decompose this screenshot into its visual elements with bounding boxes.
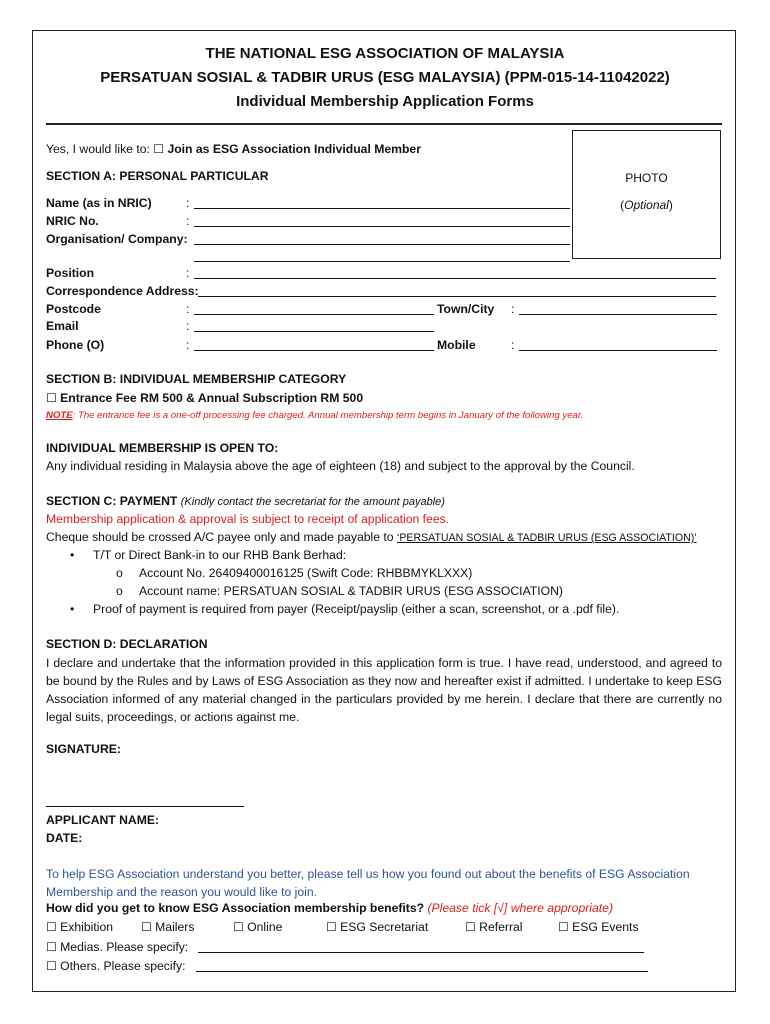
survey-intro: To help ESG Association understand you better, please tell us how you found out about the benefits of ESG Association Membership and the reason you would like to join. bbox=[46, 867, 690, 899]
source-option-exhibition[interactable] bbox=[46, 920, 113, 934]
mobile-field[interactable] bbox=[519, 350, 717, 351]
source-option-secretariat[interactable] bbox=[326, 920, 428, 934]
date-label: DATE: bbox=[46, 831, 83, 845]
proof-of-payment-item: Proof of payment is required from payer (Receipt/payslip (either a scan, screenshot, or a .pdf file). bbox=[93, 602, 620, 616]
town-city-field[interactable] bbox=[519, 314, 717, 315]
events-checkbox[interactable]: ☐ bbox=[558, 920, 569, 934]
survey-question-note: (Please tick [√] where appropriate) bbox=[427, 901, 614, 915]
mobile-colon: : bbox=[511, 338, 515, 352]
fee-receipt-notice: Membership application & approval is subject to receipt of application fees. bbox=[46, 512, 450, 526]
entrance-fee-checkbox[interactable]: ☐ bbox=[46, 391, 57, 405]
account-number: Account No. 26409400016125 (Swift Code: RHBBMYKLXXX) bbox=[139, 566, 473, 580]
town-city-label: Town/City bbox=[437, 302, 495, 316]
sub-bullet-glyph: o bbox=[116, 566, 123, 580]
name-label: Name (as in NRIC) bbox=[46, 196, 152, 210]
position-field[interactable] bbox=[194, 278, 716, 279]
email-label: Email bbox=[46, 319, 79, 333]
medias-checkbox[interactable]: ☐ bbox=[46, 940, 57, 954]
cheque-line bbox=[46, 530, 697, 544]
nric-label: NRIC No. bbox=[46, 214, 99, 228]
source-option-mailers[interactable] bbox=[141, 920, 194, 934]
town-city-colon: : bbox=[511, 302, 515, 316]
mailers-checkbox[interactable]: ☐ bbox=[141, 920, 152, 934]
form-title-org: THE NATIONAL ESG ASSOCIATION OF MALAYSIA bbox=[205, 45, 565, 62]
bullet-glyph: • bbox=[70, 602, 75, 616]
online-label: Online bbox=[247, 920, 283, 934]
header-divider bbox=[46, 123, 722, 125]
section-c-heading-line bbox=[46, 494, 445, 508]
survey-question-line bbox=[46, 901, 613, 915]
events-label: ESG Events bbox=[572, 920, 639, 934]
note-label: NOTE bbox=[46, 410, 73, 421]
others-label: Others. Please specify: bbox=[60, 959, 186, 973]
name-colon: : bbox=[186, 196, 190, 210]
section-b-heading: SECTION B: INDIVIDUAL MEMBERSHIP CATEGORY bbox=[46, 372, 347, 386]
organisation-field-line2[interactable] bbox=[194, 261, 570, 262]
others-field[interactable] bbox=[196, 971, 648, 972]
name-field[interactable] bbox=[194, 208, 570, 209]
email-field[interactable] bbox=[194, 331, 434, 332]
declaration-text: I declare and undertake that the information provided in this application form is true. I have read, understood, and agreed to be bound by the Rules and by Laws of ESG Association as they now and hereafter exist if admitted. I undertake to keep ESG Association informed of any material changed in the particulars provided by me herein. I declare that there are currently no legal suits, proceedings, or actions against me. bbox=[46, 656, 722, 724]
signature-label: SIGNATURE: bbox=[46, 742, 121, 756]
intro-prefix: Yes, I would like to: bbox=[46, 142, 150, 156]
join-member-label: Join as ESG Association Individual Member bbox=[167, 142, 421, 156]
account-name: Account name: PERSATUAN SOSIAL & TADBIR URUS (ESG ASSOCIATION) bbox=[139, 584, 563, 598]
photo-optional: (Optional) bbox=[620, 198, 673, 212]
referral-label: Referral bbox=[479, 920, 523, 934]
applicant-name-label: APPLICANT NAME: bbox=[46, 813, 160, 827]
section-a-heading: SECTION A: PERSONAL PARTICULAR bbox=[46, 169, 269, 183]
medias-option[interactable] bbox=[46, 940, 188, 954]
source-option-online[interactable] bbox=[233, 920, 282, 934]
bank-transfer-item: T/T or Direct Bank-in to our RHB Bank Berhad: bbox=[93, 548, 347, 562]
photo-box[interactable] bbox=[572, 130, 721, 259]
secretariat-checkbox[interactable]: ☐ bbox=[326, 920, 337, 934]
online-checkbox[interactable]: ☐ bbox=[233, 920, 244, 934]
note-text: : The entrance fee is a one-off processing fee charged. Annual membership term begins in January of the following year. bbox=[72, 410, 584, 421]
membership-option bbox=[46, 391, 363, 405]
correspondence-address-label: Correspondence Address: bbox=[46, 284, 199, 298]
section-c-note: (Kindly contact the secretariat for the amount payable) bbox=[180, 496, 445, 508]
source-option-referral[interactable] bbox=[465, 920, 523, 934]
email-colon: : bbox=[186, 319, 190, 333]
nric-field[interactable] bbox=[194, 226, 570, 227]
intro-line bbox=[46, 142, 421, 156]
others-checkbox[interactable]: ☐ bbox=[46, 959, 57, 973]
open-to-text: Any individual residing in Malaysia above the age of eighteen (18) and subject to the approval by the Council. bbox=[46, 459, 635, 473]
phone-office-label: Phone (O) bbox=[46, 338, 105, 352]
bullet-glyph: • bbox=[70, 548, 75, 562]
exhibition-checkbox[interactable]: ☐ bbox=[46, 920, 57, 934]
survey-question: How did you get to know ESG Association membership benefits? bbox=[46, 901, 425, 915]
postcode-label: Postcode bbox=[46, 302, 101, 316]
photo-label: PHOTO bbox=[625, 171, 668, 185]
nric-colon: : bbox=[186, 214, 190, 228]
open-to-heading: INDIVIDUAL MEMBERSHIP IS OPEN TO: bbox=[46, 441, 279, 455]
mailers-label: Mailers bbox=[155, 920, 195, 934]
position-label: Position bbox=[46, 266, 95, 280]
exhibition-label: Exhibition bbox=[60, 920, 114, 934]
fee-note bbox=[46, 410, 583, 421]
postcode-colon: : bbox=[186, 302, 190, 316]
phone-colon: : bbox=[186, 338, 190, 352]
phone-office-field[interactable] bbox=[194, 350, 434, 351]
section-d-heading: SECTION D: DECLARATION bbox=[46, 637, 208, 651]
position-colon: : bbox=[186, 266, 190, 280]
sub-bullet-glyph: o bbox=[116, 584, 123, 598]
medias-label: Medias. Please specify: bbox=[60, 940, 189, 954]
referral-checkbox[interactable]: ☐ bbox=[465, 920, 476, 934]
entrance-fee-label: Entrance Fee RM 500 & Annual Subscription RM 500 bbox=[60, 391, 364, 405]
others-option[interactable] bbox=[46, 959, 185, 973]
postcode-field[interactable] bbox=[194, 314, 434, 315]
organisation-field[interactable] bbox=[194, 244, 570, 245]
join-member-checkbox[interactable]: ☐ bbox=[153, 142, 165, 156]
secretariat-label: ESG Secretariat bbox=[340, 920, 429, 934]
form-title: Individual Membership Application Forms bbox=[236, 93, 534, 110]
section-c-heading: SECTION C: PAYMENT bbox=[46, 494, 178, 508]
correspondence-address-field[interactable] bbox=[198, 296, 716, 297]
signature-field[interactable] bbox=[46, 806, 244, 807]
mobile-label: Mobile bbox=[437, 338, 476, 352]
cheque-payee: ‘PERSATUAN SOSIAL & TADBIR URUS (ESG ASSOCIATION)’ bbox=[396, 532, 697, 544]
cheque-prefix: Cheque should be crossed A/C payee only and made payable to bbox=[46, 530, 394, 544]
form-title-malay: PERSATUAN SOSIAL & TADBIR URUS (ESG MALAYSIA) (PPM-015-14-11042022) bbox=[100, 69, 670, 86]
source-option-events[interactable] bbox=[558, 920, 639, 934]
organisation-label: Organisation/ Company: bbox=[46, 232, 188, 246]
medias-field[interactable] bbox=[198, 952, 644, 953]
